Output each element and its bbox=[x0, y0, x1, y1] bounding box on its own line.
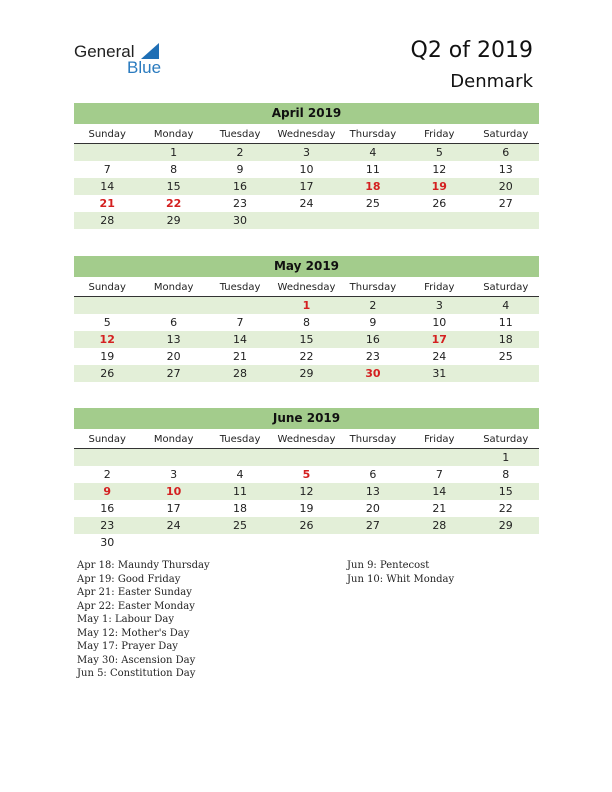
weekday-label: Thursday bbox=[349, 282, 397, 293]
date-cell: 1 bbox=[170, 146, 178, 159]
date-cell: 11 bbox=[365, 163, 380, 176]
date-cell bbox=[140, 534, 206, 551]
date-cell bbox=[273, 212, 339, 229]
weekday-label: Sunday bbox=[88, 282, 126, 293]
date-cell bbox=[140, 297, 206, 314]
date-cell: 30 bbox=[100, 536, 115, 549]
date-cell: 5 bbox=[103, 316, 111, 329]
date-cell: 9 bbox=[369, 316, 377, 329]
date-cell: 3 bbox=[170, 468, 178, 481]
week-row bbox=[74, 534, 539, 551]
date-cell: 30 bbox=[233, 214, 248, 227]
date-cell: 8 bbox=[170, 163, 178, 176]
weekday-label: Sunday bbox=[88, 129, 126, 140]
weekday-label: Saturday bbox=[483, 282, 529, 293]
holiday-date: 19 bbox=[431, 180, 447, 193]
date-cell: 22 bbox=[498, 502, 513, 515]
date-cell: 15 bbox=[498, 485, 513, 498]
logo-triangle-icon bbox=[141, 43, 159, 59]
holiday-date: 22 bbox=[165, 197, 182, 210]
week-row bbox=[74, 365, 539, 382]
date-cell: 7 bbox=[236, 316, 244, 329]
date-cell: 2 bbox=[103, 468, 111, 481]
date-cell: 25 bbox=[233, 519, 248, 532]
date-cell: 4 bbox=[502, 299, 510, 312]
date-cell: 18 bbox=[498, 333, 513, 346]
date-cell: 27 bbox=[166, 367, 181, 380]
date-cell: 14 bbox=[100, 180, 115, 193]
date-cell: 1 bbox=[502, 451, 510, 464]
holiday-note: Apr 19: Good Friday bbox=[77, 573, 181, 585]
holiday-list-right bbox=[347, 559, 454, 586]
holiday-date: 5 bbox=[302, 468, 311, 481]
month-calendar bbox=[74, 408, 539, 551]
date-cell bbox=[473, 212, 539, 229]
date-cell: 18 bbox=[233, 502, 248, 515]
weekday-label: Thursday bbox=[349, 434, 397, 445]
month-title: April 2019 bbox=[74, 103, 539, 124]
date-cell: 6 bbox=[369, 468, 377, 481]
month-calendar bbox=[74, 103, 539, 229]
weekday-label: Saturday bbox=[483, 434, 529, 445]
date-cell bbox=[473, 365, 539, 382]
week-row bbox=[74, 144, 539, 161]
date-cell bbox=[207, 297, 273, 314]
country-name: Denmark bbox=[450, 71, 533, 92]
weekday-label: Saturday bbox=[483, 129, 529, 140]
week-row bbox=[74, 195, 539, 212]
date-cell bbox=[340, 449, 406, 466]
date-cell: 15 bbox=[299, 333, 314, 346]
week-row bbox=[74, 449, 539, 466]
holiday-note: May 17: Prayer Day bbox=[77, 641, 178, 652]
weekday-label: Thursday bbox=[349, 129, 397, 140]
date-cell: 31 bbox=[432, 367, 447, 380]
date-cell: 17 bbox=[166, 502, 181, 515]
date-cell bbox=[74, 144, 140, 161]
date-cell: 15 bbox=[166, 180, 181, 193]
date-cell: 16 bbox=[100, 502, 115, 515]
weekday-label: Monday bbox=[153, 282, 194, 293]
date-cell: 21 bbox=[432, 502, 447, 515]
week-row bbox=[74, 161, 539, 178]
week-row bbox=[74, 500, 539, 517]
holiday-note: Jun 5: Constitution Day bbox=[77, 668, 196, 679]
month-calendar bbox=[74, 256, 539, 382]
date-cell: 21 bbox=[233, 350, 248, 363]
date-cell: 19 bbox=[100, 350, 115, 363]
holiday-list-left bbox=[77, 559, 210, 681]
holiday-note: Apr 18: Maundy Thursday bbox=[77, 560, 210, 571]
date-cell: 12 bbox=[432, 163, 447, 176]
holiday-date: 10 bbox=[165, 485, 182, 498]
date-cell: 23 bbox=[100, 519, 115, 532]
date-cell: 19 bbox=[299, 502, 314, 515]
date-cell: 25 bbox=[498, 350, 513, 363]
weekday-label: Wednesday bbox=[277, 129, 336, 140]
date-cell: 13 bbox=[498, 163, 513, 176]
date-cell: 8 bbox=[502, 468, 510, 481]
month-title: May 2019 bbox=[74, 256, 539, 277]
date-cell: 26 bbox=[299, 519, 314, 532]
date-cell: 28 bbox=[100, 214, 115, 227]
week-row bbox=[74, 466, 539, 483]
weekday-header-row bbox=[74, 279, 539, 297]
date-cell: 22 bbox=[299, 350, 314, 363]
date-cell bbox=[406, 534, 472, 551]
date-cell: 24 bbox=[432, 350, 447, 363]
holiday-date: 9 bbox=[103, 485, 112, 498]
weekday-label: Monday bbox=[153, 129, 194, 140]
date-cell: 10 bbox=[299, 163, 314, 176]
date-cell bbox=[207, 534, 273, 551]
date-cell: 20 bbox=[498, 180, 513, 193]
logo-blue-text: Blue bbox=[127, 58, 162, 77]
weekday-header-row bbox=[74, 126, 539, 144]
weekday-label: Monday bbox=[153, 434, 194, 445]
holiday-note: May 1: Labour Day bbox=[77, 614, 174, 625]
date-cell: 24 bbox=[166, 519, 181, 532]
date-cell bbox=[74, 297, 140, 314]
date-cell: 26 bbox=[432, 197, 447, 210]
date-cell: 10 bbox=[432, 316, 447, 329]
weekday-label: Wednesday bbox=[277, 282, 336, 293]
weekday-label: Friday bbox=[424, 129, 455, 140]
logo-general-text: General bbox=[74, 42, 135, 61]
date-cell: 20 bbox=[365, 502, 380, 515]
weekday-label: Friday bbox=[424, 282, 455, 293]
date-cell: 28 bbox=[432, 519, 447, 532]
date-cell: 27 bbox=[365, 519, 380, 532]
week-row bbox=[74, 483, 539, 500]
week-row bbox=[74, 331, 539, 348]
date-cell: 11 bbox=[498, 316, 513, 329]
date-cell: 13 bbox=[166, 333, 181, 346]
date-cell bbox=[340, 534, 406, 551]
date-cell: 14 bbox=[432, 485, 447, 498]
date-cell bbox=[207, 449, 273, 466]
weekday-label: Wednesday bbox=[277, 434, 336, 445]
date-cell bbox=[340, 212, 406, 229]
date-cell bbox=[273, 534, 339, 551]
holiday-date: 1 bbox=[302, 299, 311, 312]
date-cell: 17 bbox=[299, 180, 314, 193]
date-cell: 20 bbox=[166, 350, 181, 363]
date-cell: 6 bbox=[170, 316, 178, 329]
date-cell bbox=[273, 449, 339, 466]
date-cell: 16 bbox=[233, 180, 248, 193]
date-cell: 16 bbox=[365, 333, 380, 346]
date-cell: 8 bbox=[302, 316, 310, 329]
date-cell bbox=[406, 212, 472, 229]
holiday-date: 17 bbox=[431, 333, 447, 346]
date-cell: 2 bbox=[236, 146, 244, 159]
weekday-header-row bbox=[74, 431, 539, 449]
date-cell bbox=[473, 534, 539, 551]
week-row bbox=[74, 314, 539, 331]
holiday-note: Jun 9: Pentecost bbox=[347, 560, 430, 571]
date-cell: 29 bbox=[166, 214, 181, 227]
date-cell: 9 bbox=[236, 163, 244, 176]
weekday-label: Tuesday bbox=[219, 282, 261, 293]
holiday-note: Apr 21: Easter Sunday bbox=[77, 587, 192, 598]
date-cell: 28 bbox=[233, 367, 248, 380]
month-title: June 2019 bbox=[74, 408, 539, 429]
date-cell: 2 bbox=[369, 299, 377, 312]
holiday-note: Jun 10: Whit Monday bbox=[347, 573, 455, 585]
weekday-label: Friday bbox=[424, 434, 455, 445]
week-row bbox=[74, 348, 539, 365]
date-cell: 11 bbox=[233, 485, 248, 498]
date-cell: 4 bbox=[236, 468, 244, 481]
weekday-label: Sunday bbox=[88, 434, 126, 445]
date-cell bbox=[140, 449, 206, 466]
date-cell: 3 bbox=[302, 146, 310, 159]
date-cell: 4 bbox=[369, 146, 377, 159]
date-cell: 25 bbox=[365, 197, 380, 210]
date-cell: 7 bbox=[435, 468, 443, 481]
holiday-note: May 12: Mother's Day bbox=[77, 627, 190, 639]
date-cell bbox=[74, 449, 140, 466]
date-cell: 26 bbox=[100, 367, 115, 380]
week-row bbox=[74, 517, 539, 534]
weekday-label: Tuesday bbox=[219, 434, 261, 445]
page-title: Q2 of 2019 bbox=[410, 38, 533, 63]
holiday-note: Apr 22: Easter Monday bbox=[77, 600, 195, 612]
date-cell: 27 bbox=[498, 197, 513, 210]
holiday-note: May 30: Ascension Day bbox=[77, 654, 196, 666]
holiday-date: 21 bbox=[99, 197, 115, 210]
date-cell: 3 bbox=[435, 299, 443, 312]
date-cell bbox=[406, 449, 472, 466]
weekday-label: Tuesday bbox=[219, 129, 261, 140]
week-row bbox=[74, 212, 539, 229]
holiday-date: 18 bbox=[365, 180, 381, 193]
date-cell: 29 bbox=[498, 519, 513, 532]
date-cell: 23 bbox=[233, 197, 248, 210]
holiday-date: 12 bbox=[99, 333, 115, 346]
date-cell: 6 bbox=[502, 146, 510, 159]
date-cell: 23 bbox=[365, 350, 380, 363]
week-row bbox=[74, 297, 539, 314]
holiday-date: 30 bbox=[365, 367, 381, 380]
date-cell: 5 bbox=[435, 146, 443, 159]
date-cell: 13 bbox=[365, 485, 380, 498]
generalblue-logo bbox=[74, 42, 174, 78]
week-row bbox=[74, 178, 539, 195]
date-cell: 29 bbox=[299, 367, 314, 380]
date-cell: 12 bbox=[299, 485, 314, 498]
date-cell: 24 bbox=[299, 197, 314, 210]
date-cell: 7 bbox=[103, 163, 111, 176]
date-cell: 14 bbox=[233, 333, 248, 346]
